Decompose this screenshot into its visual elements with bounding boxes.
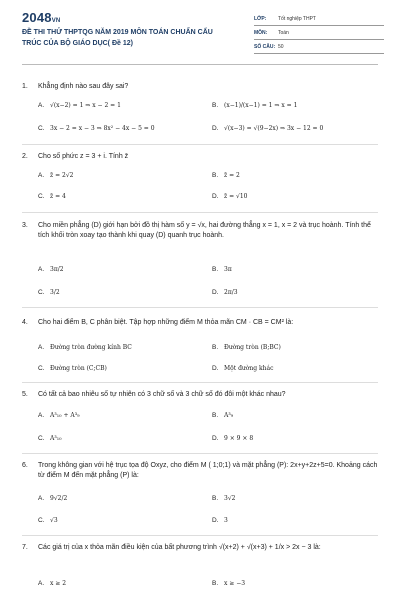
option-d[interactable]: D. 2π/3	[212, 289, 238, 296]
question-stem: Cho số phức z = 3 + i. Tính z̄	[38, 153, 129, 160]
question-stem: Cho miền phẳng (D) giới hạn bởi đồ thị hàm số y = √x, hai đường thẳng x = 1, x = 2 và trục hoành. Tính thể tích khối tròn xoay tạo thành khi quay (D) quanh trục hoành.	[38, 222, 371, 239]
option-d[interactable]: D. Một đường khác	[212, 365, 274, 372]
option-a[interactable]: A. Đường tròn đường kính BC	[38, 344, 132, 351]
meta-count: SỐ CÂU: 50	[254, 42, 384, 54]
exam-title: ĐỀ THI THỬ THPTQG NĂM 2019 MÔN TOÁN CHUẨN CẤU TRÚC CỦA BỘ GIÁO DỤC( Đề 12)	[22, 29, 213, 47]
option-b[interactable]: B. A³₉	[212, 412, 234, 419]
header-divider	[22, 64, 378, 65]
option-b[interactable]: B. x ≥ −3	[212, 580, 246, 587]
option-c[interactable]: C. 3x − 2 = x − 3 ⇒ 8x² − 4x − 5 = 0	[38, 125, 155, 132]
meta-class: LỚP: Tốt nghiệp THPT	[254, 14, 384, 26]
option-b[interactable]: B. 3√2	[212, 495, 236, 502]
option-c[interactable]: C. A³₁₀	[38, 435, 62, 442]
site-logo[interactable]: 2048VN	[22, 10, 61, 25]
option-a[interactable]: A. x ≥ 2	[38, 580, 67, 587]
option-d[interactable]: D. √(x−3) = √(9−2x) ⇒ 3x − 12 = 0	[212, 125, 324, 132]
divider	[22, 307, 378, 308]
option-d[interactable]: D. z̄ = √10	[212, 193, 248, 200]
divider	[22, 535, 378, 536]
option-a[interactable]: A. 3π/2	[38, 266, 64, 273]
option-c[interactable]: C. √3	[38, 517, 58, 524]
option-d[interactable]: D. 9 × 9 × 8	[212, 435, 254, 442]
exam-header	[22, 10, 382, 60]
option-c[interactable]: C. z̄ = 4	[38, 193, 66, 200]
divider	[22, 382, 378, 383]
question-stem: Khẳng định nào sau đây sai?	[38, 83, 129, 90]
divider	[22, 144, 378, 145]
divider	[22, 212, 378, 213]
option-a[interactable]: A. √(x−2) = 1 ⇒ x − 2 = 1	[38, 102, 121, 109]
option-a[interactable]: A. z̄ = 2√2	[38, 172, 74, 179]
option-a[interactable]: A. 9√2/2	[38, 495, 68, 502]
question-stem: Trong không gian với hệ trục tọa độ Oxyz, cho điểm M ( 1;0;1) và mặt phẳng (P): 2x+y+2z+5=0. Khoảng cách từ điểm M đến mặt phẳng (P) là:	[38, 462, 378, 479]
option-b[interactable]: B. Đường tròn (B;BC)	[212, 344, 281, 351]
question-stem: Có tất cả bao nhiêu số tự nhiên có 3 chữ số và 3 chữ số đó đôi một khác nhau?	[38, 391, 286, 398]
option-a[interactable]: A. A³₁₀ + A³₉	[38, 412, 80, 419]
question-stem: Các giá trị của x thỏa mãn điều kiện của bất phương trình √(x+2) + √(x+3) + 1/x > 2x − 3 là:	[38, 544, 321, 551]
option-b[interactable]: B. (x−1)/(x−1) = 1 ⇒ x = 1	[212, 102, 298, 109]
option-c[interactable]: C. 3/2	[38, 289, 60, 296]
question-stem: Cho hai điểm B, C phân biệt. Tập hợp những điểm M thỏa mãn CM · CB = CM² là:	[38, 319, 294, 326]
option-c[interactable]: C. Đường tròn (C;CB)	[38, 365, 107, 372]
meta-subject: MÔN: Toán	[254, 28, 384, 40]
option-b[interactable]: B. 3π	[212, 266, 232, 273]
option-d[interactable]: D. 3	[212, 517, 228, 524]
divider	[22, 453, 378, 454]
option-b[interactable]: B. z̄ = 2	[212, 172, 240, 179]
